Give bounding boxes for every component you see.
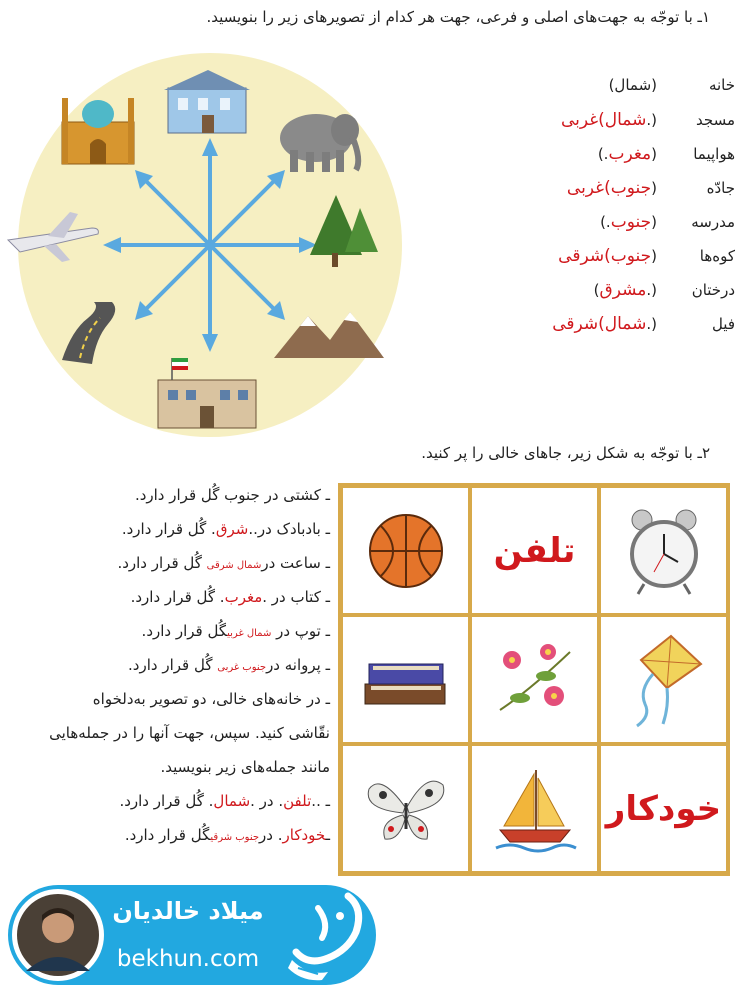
q1-item-label: مسجد: [696, 111, 735, 129]
sentence-answer: جنوب غربی: [217, 662, 267, 673]
q1-answer-row: [609, 76, 735, 94]
sentence-text: ـ بادبادک در..: [248, 520, 330, 538]
sentence-text: . گُل قرار دارد.: [119, 792, 214, 810]
grid-cell-kite: [599, 615, 728, 744]
q1-answer-row: [558, 246, 735, 266]
paren: (: [651, 145, 657, 163]
q1-answer-row: [600, 212, 735, 232]
sentence-text: . گُل قرار دارد.: [121, 520, 216, 538]
grid-cell-books: [341, 615, 470, 744]
sentence-text: ـ کتاب در .: [262, 588, 330, 606]
grid-cell-phone: [470, 486, 599, 615]
sentence-text: . گُل قرار دارد.: [130, 588, 225, 606]
grid-cell-butterfly: [341, 744, 470, 873]
sentence-text: گُل قرار دارد.: [128, 656, 218, 674]
sentence-answer: شمال: [213, 792, 251, 810]
q2-sentence: [122, 520, 330, 538]
q1-item-label: فیل: [711, 315, 735, 333]
sentence-text: ـ ..: [311, 792, 330, 810]
site-link[interactable]: bekhun.com: [116, 946, 260, 972]
bekhun-logo-icon: [278, 888, 373, 983]
phone-word: تلفن: [493, 530, 576, 571]
q2-instruction-line: نقّاشی کنید. سپس، جهت آنها را در جمله‌هایی: [49, 724, 330, 742]
q2-sentence: [142, 622, 330, 640]
butterfly-icon: [361, 769, 451, 849]
sailboat-icon: [490, 764, 580, 854]
q1-item-label: هواپیما: [693, 145, 735, 163]
sentence-text: ـ: [325, 826, 330, 844]
question-2-title: ۲ـ با توجّه به شکل زیر، جاهای خالی را پر کنید.: [421, 444, 710, 462]
paren: (: [651, 213, 657, 231]
q2-sentence: [131, 588, 330, 606]
alarm-clock-icon: [624, 506, 704, 596]
q2-instruction-line: مانند جمله‌های زیر بنویسید.: [160, 758, 330, 776]
q1-item-answer: جنوب: [610, 212, 652, 232]
q1-item-answer: شمال)شرقی: [552, 314, 647, 334]
q2-sentence: [128, 656, 330, 674]
q1-item-answer: شمال: [614, 76, 652, 94]
q1-answer-row: [567, 178, 735, 198]
q1-item-label: درختان: [691, 281, 735, 299]
sentence-text: ـ کشتی در جنوب گُل قرار دارد.: [134, 486, 330, 504]
kite-icon: [619, 630, 709, 730]
grid-cell-ball: [341, 486, 470, 615]
pen-word: خودکار: [605, 788, 722, 829]
q1-answer-row: [598, 144, 735, 164]
sentence-answer: شمال شرقی: [206, 560, 262, 571]
basketball-icon: [366, 511, 446, 591]
paren: ): [593, 281, 600, 299]
paren: (.: [646, 281, 657, 299]
paren: (: [651, 179, 657, 197]
q1-item-answer: مغرب: [608, 144, 652, 164]
sentence-text: ـ ساعت در: [261, 554, 330, 572]
author-name: میلاد خالدیان: [112, 897, 264, 925]
q2-sentence: [117, 554, 330, 572]
q1-item-label: کوه‌ها: [699, 247, 735, 265]
sentence-text: گُل قرار دارد.: [124, 826, 211, 844]
grid-cell-clock: [599, 486, 728, 615]
q1-item-label: جادّه: [706, 179, 735, 197]
grid-cell-boat: [470, 744, 599, 873]
q2-fill-sentence: [125, 826, 330, 844]
q2-instruction-line: ـ در خانه‌های خالی، دو تصویر به‌دلخواه: [92, 690, 330, 708]
paren: (.: [646, 315, 657, 333]
grid-cell-flower: [470, 615, 599, 744]
q1-item-label: مدرسه: [691, 213, 735, 231]
question-1-title: ۱ـ با توجّه به جهت‌های اصلی و فرعی، جهت هر کدام از تصویرهای زیر را بنویسید.: [206, 8, 710, 26]
sentence-text: . در: [259, 826, 283, 844]
sentence-text: ـ پروانه در: [266, 656, 330, 674]
q1-answer-row: [594, 280, 735, 300]
compass-illustration: [0, 40, 420, 440]
q1-item-label: خانه: [708, 76, 735, 94]
paren: (: [651, 76, 657, 94]
sentence-answer: مغرب: [224, 588, 263, 606]
sentence-answer: شرق: [215, 520, 249, 538]
paren: .): [600, 213, 611, 231]
paren: .): [597, 145, 609, 163]
sentence-text: گُل قرار دارد.: [141, 622, 228, 640]
grid-cell-pen: [599, 744, 728, 873]
books-icon: [361, 650, 451, 710]
avatar: [10, 887, 106, 983]
sentence-text: ـ توپ در: [271, 622, 330, 640]
q1-item-answer: مشرق: [599, 280, 647, 300]
paren: ): [608, 76, 615, 94]
direction-grid: [338, 483, 730, 876]
q1-answer-row: [561, 110, 735, 130]
q1-item-answer: جنوب)شرقی: [558, 246, 652, 266]
q1-answer-row: [552, 314, 735, 334]
flower-icon: [490, 640, 580, 720]
sentence-text: گُل قرار دارد.: [117, 554, 207, 572]
sentence-answer: جنوب شرقی: [210, 832, 260, 843]
paren: (: [651, 247, 657, 265]
sentence-text: . در .: [250, 792, 284, 810]
sentence-answer: تلفن: [283, 792, 312, 810]
q2-fill-sentence: [119, 792, 330, 810]
sentence-answer: شمال غربی: [227, 628, 272, 639]
paren: (.: [646, 111, 657, 129]
q1-item-answer: جنوب)غربی: [566, 178, 652, 198]
q2-sentence: [135, 486, 330, 504]
q1-item-answer: شمال)غربی: [560, 110, 647, 130]
sentence-answer: خودکار: [282, 826, 326, 844]
